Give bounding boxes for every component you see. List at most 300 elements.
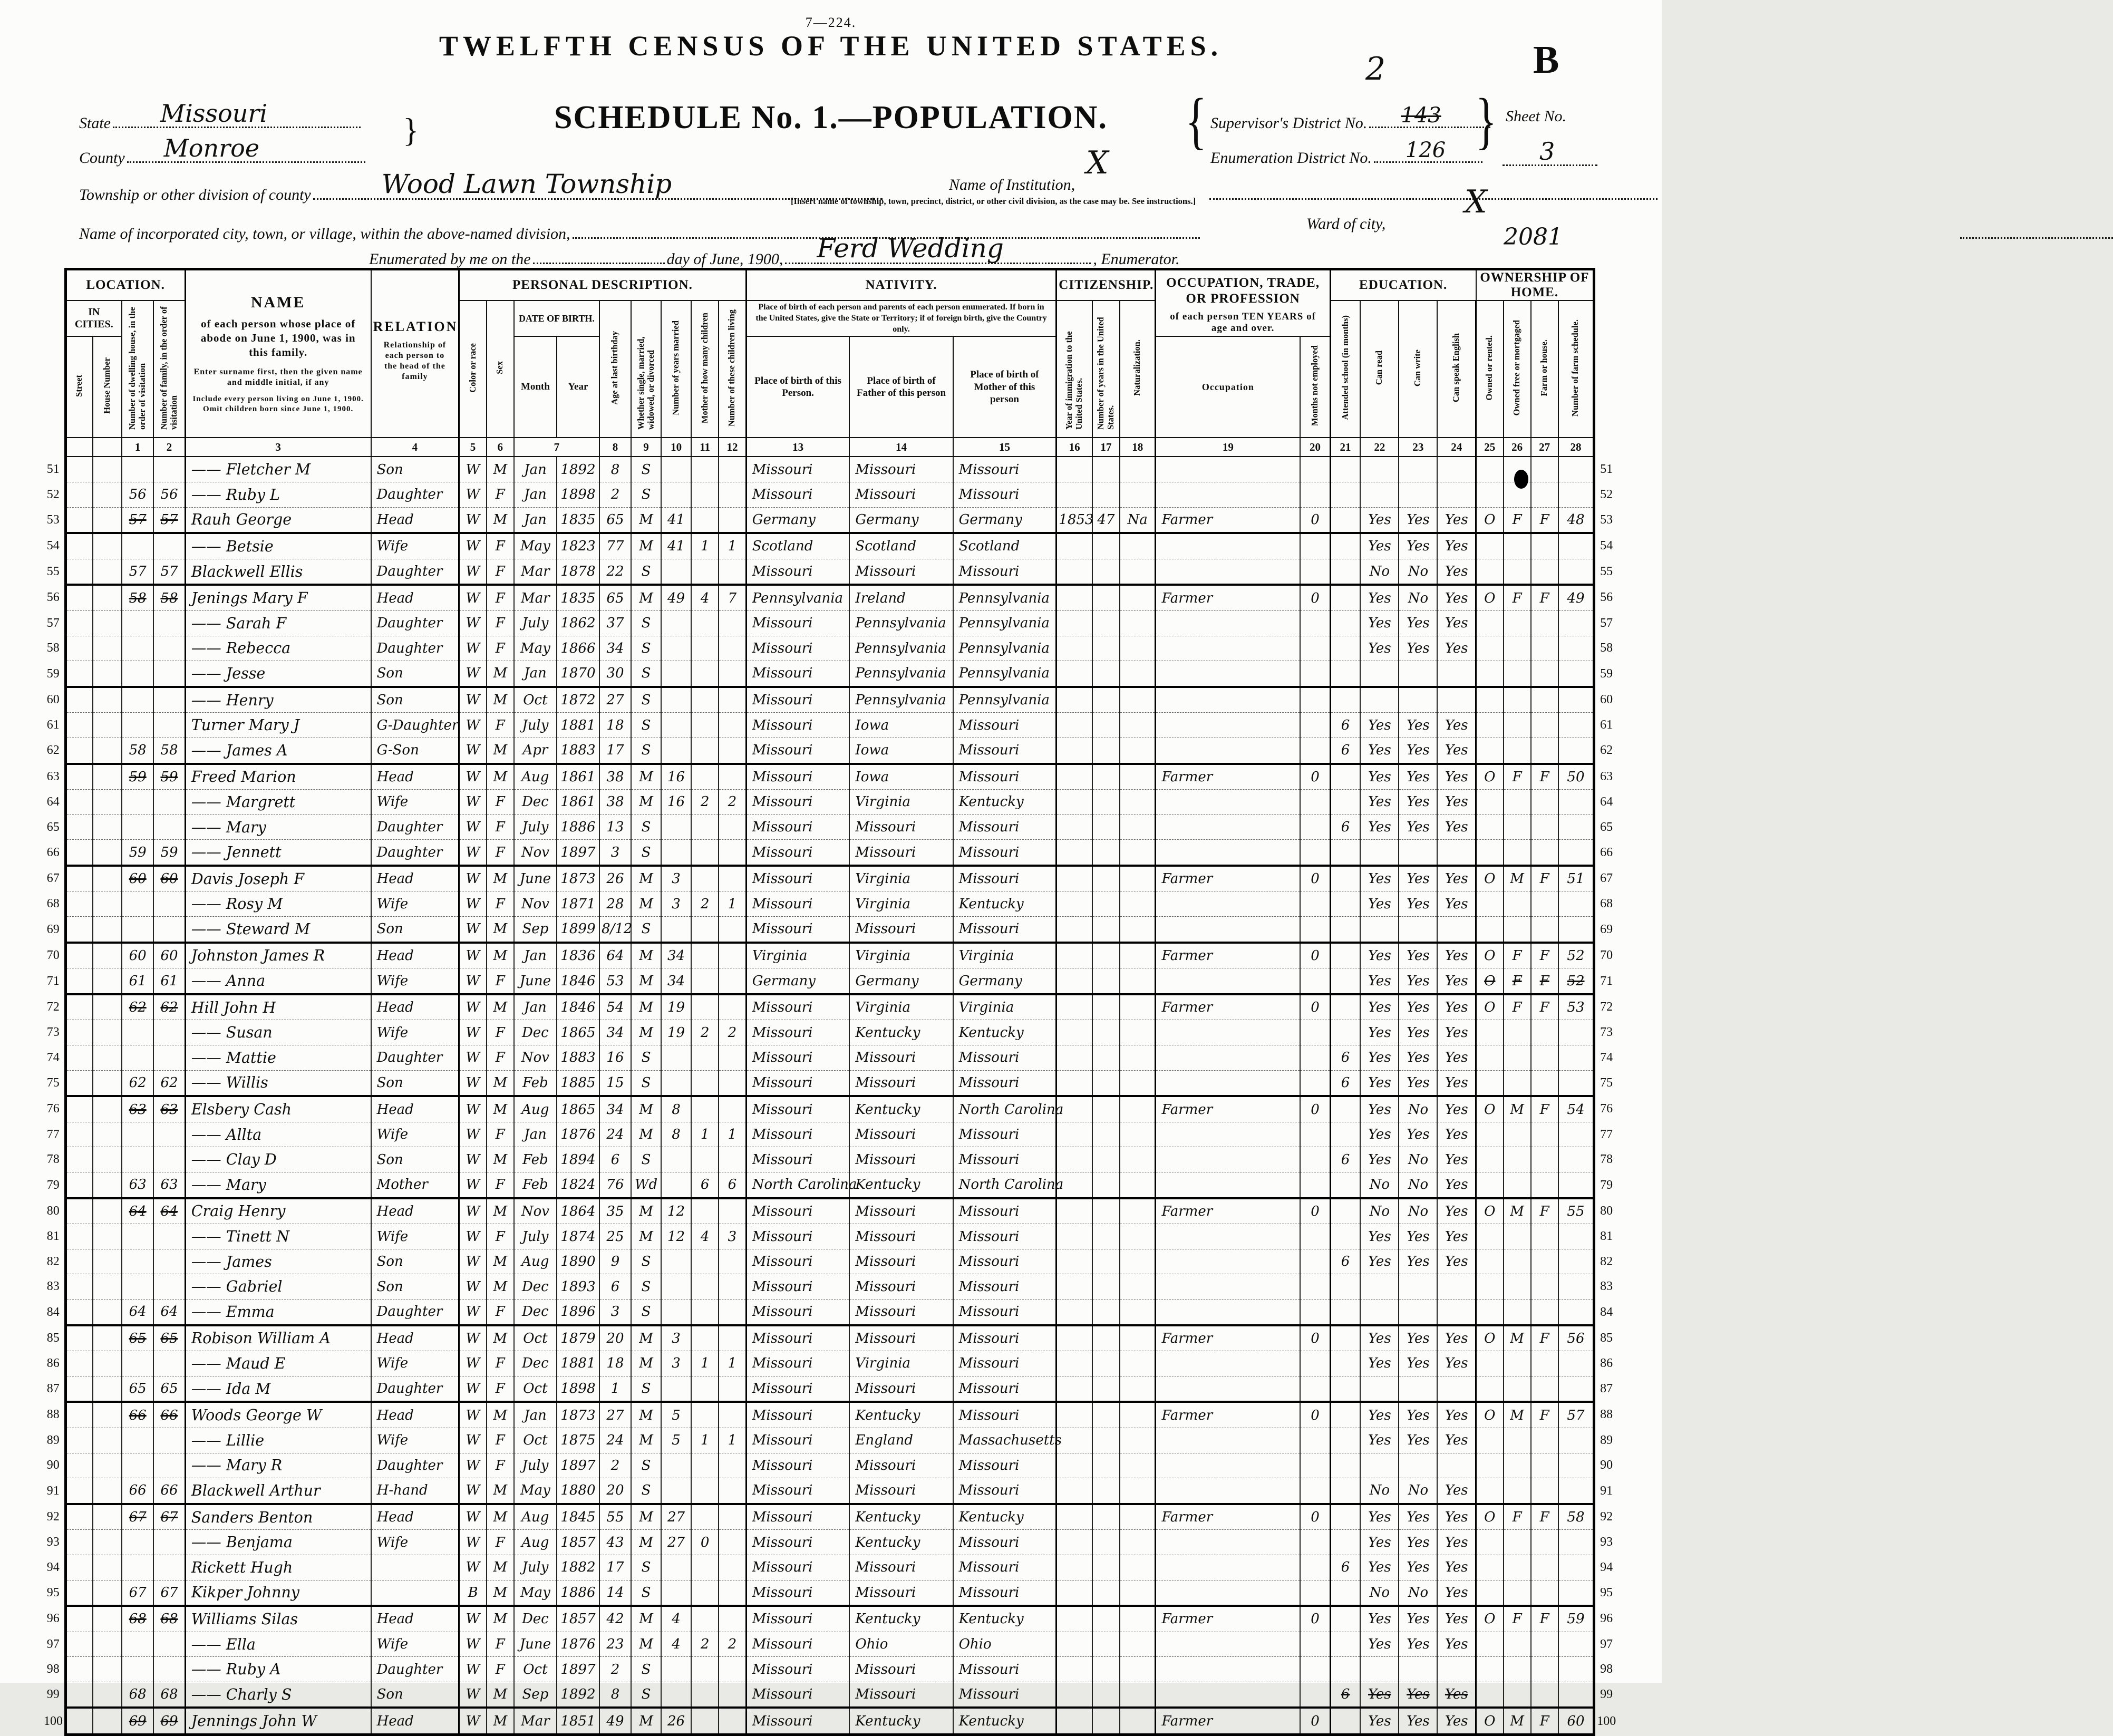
cell-relation: Head: [371, 1198, 459, 1224]
person-row: [42, 636, 1617, 661]
cell-color-race: W: [459, 814, 487, 840]
cell-can-write: Yes: [1399, 533, 1437, 559]
cell-months-not-employed: [1300, 1172, 1330, 1198]
cell-dwelling-number: 63: [122, 1096, 153, 1122]
cell-months-not-employed: [1300, 1224, 1330, 1249]
cell-attended-school: [1330, 507, 1360, 533]
cell-color-race: W: [459, 866, 487, 891]
cell-birthplace-father: Germany: [849, 968, 953, 994]
cell-birthplace-person: Missouri: [746, 764, 849, 790]
cell-immigration-year: [1056, 1299, 1092, 1325]
cell-color-race: W: [459, 1070, 487, 1096]
cell-owned-rented: [1476, 1249, 1504, 1274]
cell-owned-free-mortgaged: [1504, 1376, 1531, 1402]
cell-farm-schedule-number: [1558, 1555, 1594, 1580]
cell-birth-year: 1881: [557, 713, 599, 738]
cell-family-number: [153, 713, 185, 738]
cell-farm-schedule-number: [1558, 1249, 1594, 1274]
row-number-left: 82: [46, 1254, 60, 1268]
cell-birthplace-mother: Missouri: [953, 764, 1056, 790]
cell-immigration-year: [1056, 866, 1092, 891]
cell-street: [65, 507, 93, 533]
cell-owned-free-mortgaged: [1504, 738, 1531, 763]
cell-dwelling-number: 65: [122, 1376, 153, 1402]
cell-birth-year: 1879: [557, 1325, 599, 1351]
cell-can-read: Yes: [1360, 1045, 1399, 1071]
cell-children-living: 2: [719, 1020, 746, 1045]
cell-occupation: [1156, 917, 1300, 943]
person-row: [42, 1070, 1617, 1096]
header-farm-schedule: Number of farm schedule.: [1558, 300, 1594, 438]
cell-attended-school: [1330, 1453, 1360, 1478]
cell-years-married: 12: [661, 1198, 691, 1224]
cell-farm-schedule-number: 49: [1558, 585, 1594, 610]
cell-street: [65, 1428, 93, 1453]
cell-owned-rented: [1476, 1147, 1504, 1172]
person-row: [42, 1682, 1617, 1708]
cell-sex: M: [487, 1249, 514, 1274]
cell-birth-year: 1861: [557, 764, 599, 790]
cell-birth-month: Dec: [514, 1274, 557, 1299]
cell-naturalization: [1120, 1376, 1156, 1402]
cell-immigration-year: [1056, 1478, 1092, 1504]
cell-years-in-us: [1092, 1504, 1120, 1530]
cell-attended-school: 6: [1330, 713, 1360, 738]
cell-mother-of-children: 2: [691, 1020, 719, 1045]
cell-birthplace-mother: Missouri: [953, 840, 1056, 866]
cell-marital-status: S: [631, 1580, 661, 1606]
cell-relation: Mother: [371, 1172, 459, 1198]
cell-can-speak-english: [1437, 482, 1476, 507]
cell-marital-status: S: [631, 610, 661, 636]
row-number-left: 64: [46, 794, 60, 809]
cell-birth-year: 1866: [557, 636, 599, 661]
cell-street: [65, 994, 93, 1020]
cell-farm-house: [1531, 840, 1558, 866]
cell-dwelling-number: [122, 533, 153, 559]
cell-years-married: 5: [661, 1402, 691, 1428]
cell-years-in-us: [1092, 1682, 1120, 1708]
cell-farm-schedule-number: [1558, 814, 1594, 840]
cell-years-married: 3: [661, 1351, 691, 1376]
cell-farm-house: F: [1531, 1606, 1558, 1632]
cell-naturalization: [1120, 1580, 1156, 1606]
cell-farm-house: F: [1531, 968, 1558, 994]
cell-birth-month: Sep: [514, 917, 557, 943]
cell-children-living: [719, 457, 746, 482]
cell-birthplace-mother: Kentucky: [953, 1504, 1056, 1530]
cell-can-read: Yes: [1360, 1325, 1399, 1351]
cell-birth-month: Feb: [514, 1172, 557, 1198]
cell-years-married: [661, 1657, 691, 1682]
cell-months-not-employed: [1300, 1478, 1330, 1504]
cell-birth-year: 1835: [557, 507, 599, 533]
cell-can-speak-english: Yes: [1437, 1224, 1476, 1249]
cell-street: [65, 1198, 93, 1224]
header-family-number: Number of family, in the order of visitation: [153, 300, 185, 438]
state-line: [79, 99, 361, 132]
row-number-right: 59: [1600, 666, 1613, 681]
cell-house-number: [93, 1299, 122, 1325]
cell-months-not-employed: [1300, 1376, 1330, 1402]
row-number-right: 82: [1600, 1254, 1613, 1268]
cell-immigration-year: [1056, 1530, 1092, 1555]
cell-birth-year: 1883: [557, 738, 599, 763]
cell-owned-rented: [1476, 533, 1504, 559]
cell-age: 34: [599, 1020, 631, 1045]
cell-farm-schedule-number: [1558, 1351, 1594, 1376]
cell-children-living: [719, 713, 746, 738]
cell-mother-of-children: [691, 661, 719, 687]
cell-relation: Head: [371, 1606, 459, 1632]
cell-relation: Head: [371, 764, 459, 790]
person-row: [42, 1020, 1617, 1045]
cell-farm-house: [1531, 917, 1558, 943]
cell-street: [65, 1682, 93, 1708]
cell-marital-status: M: [631, 585, 661, 610]
cell-marital-status: S: [631, 1453, 661, 1478]
group-relation: RELATION Relationship of each person to the head of the family: [371, 269, 459, 438]
cell-marital-status: M: [631, 1096, 661, 1122]
cell-naturalization: [1120, 585, 1156, 610]
person-row: [42, 790, 1617, 815]
cell-owned-free-mortgaged: [1504, 1580, 1531, 1606]
cell-birthplace-person: Missouri: [746, 1198, 849, 1224]
person-row: [42, 507, 1617, 533]
cell-immigration-year: [1056, 1632, 1092, 1657]
cell-years-in-us: [1092, 687, 1120, 713]
cell-marital-status: M: [631, 507, 661, 533]
cell-months-not-employed: [1300, 1351, 1330, 1376]
person-row: [42, 1606, 1617, 1632]
cell-birth-month: Nov: [514, 840, 557, 866]
cell-dwelling-number: [122, 687, 153, 713]
cell-attended-school: [1330, 1708, 1360, 1734]
cell-months-not-employed: [1300, 1020, 1330, 1045]
cell-mother-of-children: 2: [691, 790, 719, 815]
cell-house-number: [93, 917, 122, 943]
cell-age: 23: [599, 1632, 631, 1657]
cell-age: 6: [599, 1274, 631, 1299]
cell-can-speak-english: Yes: [1437, 738, 1476, 763]
cell-immigration-year: [1056, 1096, 1092, 1122]
group-occupation: OCCUPATION, TRADE, OR PROFESSION of each person TEN YEARS of age and over.: [1156, 269, 1330, 337]
cell-occupation: [1156, 687, 1300, 713]
cell-birth-month: July: [514, 1224, 557, 1249]
cell-children-living: 1: [719, 533, 746, 559]
cell-years-in-us: [1092, 1402, 1120, 1428]
cell-color-race: W: [459, 1555, 487, 1580]
enumerated-line: [369, 233, 1180, 268]
cell-sex: F: [487, 1224, 514, 1249]
cell-sex: M: [487, 1402, 514, 1428]
cell-sex: F: [487, 968, 514, 994]
cell-farm-schedule-number: [1558, 1070, 1594, 1096]
cell-naturalization: [1120, 533, 1156, 559]
cell-farm-house: [1531, 661, 1558, 687]
cell-immigration-year: [1056, 559, 1092, 585]
cell-can-speak-english: [1437, 687, 1476, 713]
cell-birth-year: 1892: [557, 457, 599, 482]
cell-name: —— Willis: [185, 1070, 371, 1096]
cell-relation: Daughter: [371, 559, 459, 585]
cell-age: 8: [599, 457, 631, 482]
cell-naturalization: [1120, 661, 1156, 687]
cell-owned-rented: [1476, 1299, 1504, 1325]
cell-owned-rented: [1476, 840, 1504, 866]
cell-mother-of-children: 2: [691, 1632, 719, 1657]
cell-family-number: [153, 917, 185, 943]
header-can-write: Can write: [1399, 300, 1437, 438]
cell-can-write: Yes: [1399, 610, 1437, 636]
cell-immigration-year: [1056, 1428, 1092, 1453]
row-number-right: 76: [1600, 1102, 1613, 1116]
cell-birthplace-father: Missouri: [849, 1274, 953, 1299]
cell-farm-schedule-number: 52: [1558, 943, 1594, 968]
cell-birthplace-mother: Missouri: [953, 1274, 1056, 1299]
cell-dwelling-number: 59: [122, 764, 153, 790]
person-row: [42, 738, 1617, 763]
cell-owned-rented: [1476, 457, 1504, 482]
cell-birthplace-mother: Scotland: [953, 533, 1056, 559]
cell-children-living: [719, 1504, 746, 1530]
cell-can-speak-english: Yes: [1437, 1632, 1476, 1657]
cell-marital-status: M: [631, 968, 661, 994]
cell-years-in-us: [1092, 840, 1120, 866]
cell-farm-schedule-number: [1558, 1122, 1594, 1147]
cell-relation: Wife: [371, 1530, 459, 1555]
row-number-right: 56: [1600, 590, 1613, 605]
cell-family-number: 64: [153, 1299, 185, 1325]
person-row: [42, 1376, 1617, 1402]
cell-house-number: [93, 968, 122, 994]
cell-birthplace-mother: Missouri: [953, 1249, 1056, 1274]
cell-relation: Wife: [371, 1122, 459, 1147]
cell-years-married: 41: [661, 533, 691, 559]
cell-owned-rented: O: [1476, 1198, 1504, 1224]
cell-years-in-us: [1092, 1224, 1120, 1249]
row-number-right: 93: [1600, 1535, 1613, 1549]
cell-sex: F: [487, 1453, 514, 1478]
cell-street: [65, 1402, 93, 1428]
cell-sex: M: [487, 1198, 514, 1224]
cell-mother-of-children: [691, 1249, 719, 1274]
cell-farm-house: [1531, 1249, 1558, 1274]
cell-sex: F: [487, 1530, 514, 1555]
cell-birthplace-person: Virginia: [746, 943, 849, 968]
cell-birth-year: 1846: [557, 994, 599, 1020]
person-row: [42, 943, 1617, 968]
cell-birthplace-father: England: [849, 1428, 953, 1453]
cell-house-number: [93, 1147, 122, 1172]
cell-can-speak-english: Yes: [1437, 1122, 1476, 1147]
cell-owned-free-mortgaged: [1504, 814, 1531, 840]
person-row: [42, 1325, 1617, 1351]
cell-farm-schedule-number: [1558, 661, 1594, 687]
cell-naturalization: [1120, 1632, 1156, 1657]
cell-marital-status: S: [631, 559, 661, 585]
cell-family-number: 57: [153, 507, 185, 533]
cell-attended-school: 6: [1330, 1249, 1360, 1274]
cell-color-race: W: [459, 1453, 487, 1478]
cell-mother-of-children: [691, 1580, 719, 1606]
cell-owned-rented: [1476, 1122, 1504, 1147]
cell-farm-schedule-number: [1558, 482, 1594, 507]
cell-sex: F: [487, 1428, 514, 1453]
cell-birth-month: May: [514, 1478, 557, 1504]
row-number-left: 83: [46, 1279, 60, 1294]
cell-can-read: Yes: [1360, 1070, 1399, 1096]
cell-marital-status: S: [631, 738, 661, 763]
cell-sex: M: [487, 1274, 514, 1299]
cell-house-number: [93, 866, 122, 891]
cell-occupation: [1156, 1580, 1300, 1606]
cell-relation: Wife: [371, 1428, 459, 1453]
cell-dwelling-number: [122, 891, 153, 917]
header-birthplace-mother: Place of birth of Mother of this person: [953, 336, 1056, 438]
cell-relation: Wife: [371, 1632, 459, 1657]
cell-name: —— Jesse: [185, 661, 371, 687]
row-number-left: 58: [46, 641, 60, 655]
cell-owned-rented: O: [1476, 1606, 1504, 1632]
cell-dwelling-number: 60: [122, 866, 153, 891]
cell-mother-of-children: 1: [691, 1351, 719, 1376]
cell-street: [65, 1020, 93, 1045]
cell-dwelling-number: 58: [122, 738, 153, 763]
cell-owned-free-mortgaged: [1504, 1453, 1531, 1478]
township-value: Wood Lawn Township: [381, 169, 672, 199]
cell-birthplace-mother: Kentucky: [953, 1020, 1056, 1045]
cell-immigration-year: [1056, 1708, 1092, 1734]
row-number-right: 78: [1600, 1152, 1613, 1167]
cell-children-living: [719, 482, 746, 507]
cell-years-married: 34: [661, 943, 691, 968]
cell-immigration-year: [1056, 1351, 1092, 1376]
cell-color-race: W: [459, 457, 487, 482]
cell-house-number: [93, 482, 122, 507]
cell-dwelling-number: [122, 1224, 153, 1249]
cell-farm-house: [1531, 713, 1558, 738]
cell-can-read: [1360, 1376, 1399, 1402]
district-brace-close: }: [1475, 85, 1497, 156]
cell-marital-status: S: [631, 687, 661, 713]
row-number-right: 71: [1600, 974, 1613, 988]
cell-farm-house: [1531, 1657, 1558, 1682]
cell-farm-schedule-number: [1558, 610, 1594, 636]
cell-family-number: 59: [153, 840, 185, 866]
cell-birthplace-father: Missouri: [849, 1453, 953, 1478]
cell-dwelling-number: 66: [122, 1478, 153, 1504]
cell-immigration-year: [1056, 917, 1092, 943]
cell-attended-school: [1330, 790, 1360, 815]
row-number-left: 75: [46, 1076, 60, 1090]
cell-children-living: [719, 968, 746, 994]
cell-name: —— Lillie: [185, 1428, 371, 1453]
row-number-left: 68: [46, 897, 60, 911]
cell-birthplace-mother: Missouri: [953, 738, 1056, 763]
cell-can-write: Yes: [1399, 1224, 1437, 1249]
cell-can-write: No: [1399, 1580, 1437, 1606]
cell-dwelling-number: [122, 1020, 153, 1045]
cell-owned-rented: O: [1476, 585, 1504, 610]
cell-attended-school: [1330, 764, 1360, 790]
cell-color-race: W: [459, 1172, 487, 1198]
cell-age: 35: [599, 1198, 631, 1224]
cell-can-write: Yes: [1399, 790, 1437, 815]
cell-years-married: [661, 457, 691, 482]
cell-birthplace-person: Missouri: [746, 866, 849, 891]
cell-owned-free-mortgaged: M: [1504, 866, 1531, 891]
cell-can-speak-english: Yes: [1437, 1428, 1476, 1453]
cell-children-living: [719, 1045, 746, 1071]
cell-years-in-us: [1092, 917, 1120, 943]
cell-years-in-us: [1092, 866, 1120, 891]
cell-birth-year: 1890: [557, 1249, 599, 1274]
cell-owned-rented: [1476, 1428, 1504, 1453]
cell-children-living: [719, 1096, 746, 1122]
cell-farm-schedule-number: [1558, 687, 1594, 713]
row-number-right: 99: [1600, 1687, 1613, 1702]
row-number-left: 70: [46, 948, 60, 962]
ward-label: Ward of city,: [1306, 215, 1386, 232]
cell-naturalization: [1120, 1453, 1156, 1478]
cell-name: —— Mary: [185, 1172, 371, 1198]
cell-owned-free-mortgaged: M: [1504, 1402, 1531, 1428]
cell-months-not-employed: [1300, 738, 1330, 763]
cell-months-not-employed: [1300, 1122, 1330, 1147]
cell-color-race: W: [459, 1325, 487, 1351]
row-number-right: 52: [1600, 487, 1613, 501]
cell-birth-month: July: [514, 1555, 557, 1580]
cell-years-married: [661, 1580, 691, 1606]
cell-birthplace-father: Virginia: [849, 790, 953, 815]
cell-can-speak-english: Yes: [1437, 1606, 1476, 1632]
cell-relation: [371, 1555, 459, 1580]
cell-can-read: Yes: [1360, 585, 1399, 610]
cell-months-not-employed: [1300, 1657, 1330, 1682]
cell-mother-of-children: 0: [691, 1530, 719, 1555]
cell-relation: Wife: [371, 1020, 459, 1045]
cell-color-race: W: [459, 1606, 487, 1632]
cell-name: —— James A: [185, 738, 371, 763]
row-number-right: 60: [1600, 692, 1613, 706]
cell-can-read: Yes: [1360, 1249, 1399, 1274]
cell-street: [65, 943, 93, 968]
cell-attended-school: [1330, 457, 1360, 482]
census-title: TWELFTH CENSUS OF THE UNITED STATES.: [439, 30, 1223, 62]
cell-name: Blackwell Ellis: [185, 559, 371, 585]
cell-attended-school: [1330, 559, 1360, 585]
cell-can-write: Yes: [1399, 1504, 1437, 1530]
cell-farm-schedule-number: [1558, 1045, 1594, 1071]
cell-birthplace-mother: Missouri: [953, 1376, 1056, 1402]
cell-sex: F: [487, 891, 514, 917]
cell-house-number: [93, 1682, 122, 1708]
cell-months-not-employed: [1300, 1530, 1330, 1555]
cell-occupation: [1156, 1657, 1300, 1682]
cell-birthplace-person: Missouri: [746, 1580, 849, 1606]
cell-house-number: [93, 1428, 122, 1453]
cell-sex: F: [487, 713, 514, 738]
cell-months-not-employed: [1300, 1555, 1330, 1580]
cell-months-not-employed: [1300, 1147, 1330, 1172]
cell-naturalization: [1120, 1198, 1156, 1224]
page-letter: B: [1533, 38, 1559, 82]
cell-owned-free-mortgaged: [1504, 457, 1531, 482]
cell-farm-house: [1531, 533, 1558, 559]
cell-children-living: [719, 1606, 746, 1632]
cell-house-number: [93, 610, 122, 636]
